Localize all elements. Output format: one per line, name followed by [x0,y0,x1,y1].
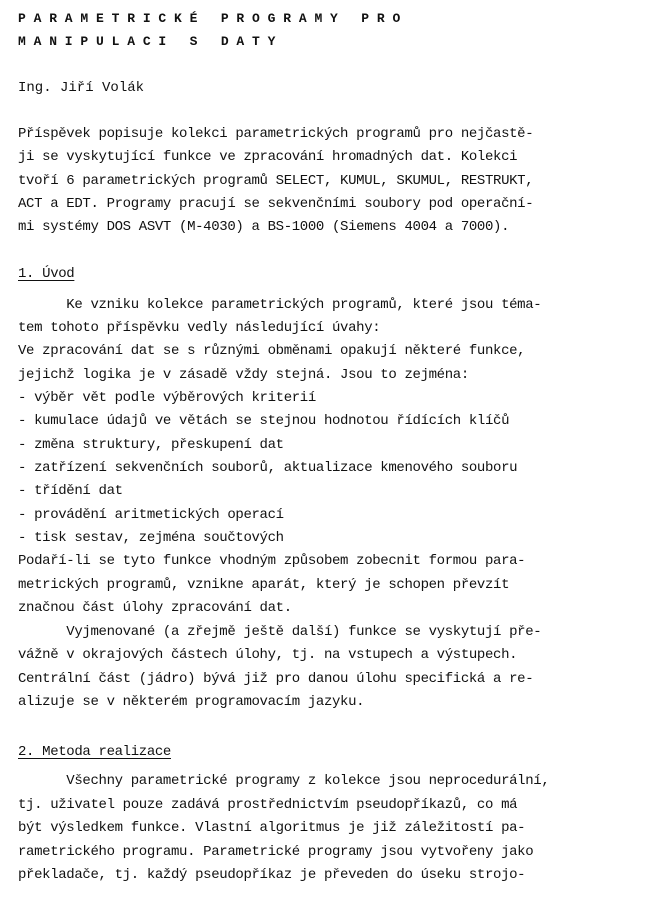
abstract-line: ACT a EDT. Programy pracují se sekvenčními soubory pod operační- [18,196,534,212]
section-1-line: Centrální část (jádro) bývá již pro danou úlohu specifická a re- [18,671,534,687]
section-1-line: metrických programů, vznikne aparát, který je schopen převzít [18,577,510,593]
abstract-line: Příspěvek popisuje kolekci parametrických programů pro nejčastě- [18,126,534,142]
list-item: - provádění aritmetických operací [18,507,284,523]
section-1-line: tem tohoto příspěvku vedly následující úvahy: [18,320,381,336]
list-item: - změna struktury, přeskupení dat [18,437,284,453]
section-1-line: vážně v okrajových částech úlohy, tj. na vstupech a výstupech. [18,647,518,663]
author: Ing. Jiří Volák [18,80,145,96]
list-item: - zatřízení sekvenčních souborů, aktualizace kmenového souboru [18,460,518,476]
section-2-line: být výsledkem funkce. Vlastní algoritmus je již záležitostí pa- [18,820,526,836]
list-item: - třídění dat [18,483,123,499]
list-item: - tisk sestav, zejména součtových [18,530,284,546]
section-1-line: Podaří-li se tyto funkce vhodným způsobem zobecnit formou para- [18,553,526,569]
section-2-line: rametrického programu. Parametrické programy jsou vytvořeny jako [18,844,534,860]
section-1-line: Ke vzniku kolekce parametrických programů, které jsou téma- [18,297,542,313]
section-1-line: jejichž logika je v zásadě vždy stejná. Jsou to zejména: [18,367,469,383]
abstract-line: mi systémy DOS ASVT (M-4030) a BS-1000 (Siemens 4004 a 7000). [18,219,510,235]
section-2-heading: 2. Metoda realizace [18,744,171,760]
list-item: - výběr vět podle výběrových kriterií [18,390,316,406]
section-1-line: značnou část úlohy zpracování dat. [18,600,292,616]
section-2-line: Všechny parametrické programy z kolekce jsou neprocedurální, [18,773,550,789]
section-1-line: Ve zpracování dat se s různými obměnami opakují některé funkce, [18,343,526,359]
section-1-line: alizuje se v některém programovacím jazyku. [18,694,365,710]
section-2-line: tj. uživatel pouze zadává prostřednictvím pseudopříkazů, co má [18,797,518,813]
abstract-line: tvoří 6 parametrických programů SELECT, KUMUL, SKUMUL, RESTRUKT, [18,173,534,189]
section-1-heading: 1. Úvod [18,266,75,282]
section-2-line: překladače, tj. každý pseudopříkaz je převeden do úseku strojo- [18,867,526,883]
title-line-1: P A R A M E T R I C K É P R O G R A M Y P R O [18,11,401,26]
section-1-line: Vyjmenované (a zřejmě ještě další) funkce se vyskytují pře- [18,624,542,640]
abstract-line: ji se vyskytující funkce ve zpracování hromadných dat. Kolekci [18,149,518,165]
list-item: - kumulace údajů ve větách se stejnou hodnotou řídících klíčů [18,413,510,429]
title-line-2: M A N I P U L A C I S D A T Y [18,34,276,49]
